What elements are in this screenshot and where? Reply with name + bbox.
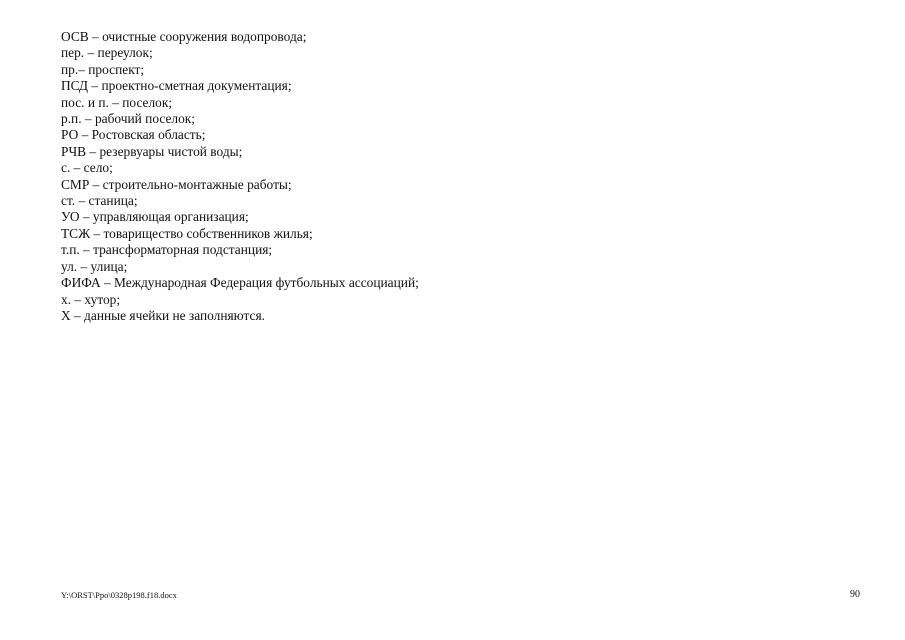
abbreviation-line: пер. – переулок; <box>61 45 153 61</box>
abbreviation-line: с. – село; <box>61 160 113 176</box>
abbreviation-line: пос. и п. – поселок; <box>61 94 173 110</box>
abbreviation-line: ПСД – проектно-сметная документация; <box>61 78 292 94</box>
footer-file-path: Y:\ORST\Ppo\0328p198.f18.docx <box>61 590 177 600</box>
abbreviation-line: т.п. – трансформаторная подстанция; <box>61 242 273 258</box>
abbreviation-line: ул. – улица; <box>61 258 128 274</box>
abbreviation-line: ОСВ – очистные сооружения водопровода; <box>61 29 307 44</box>
abbreviation-line: пр.– проспект; <box>61 61 145 77</box>
abbreviation-line: УО – управляющая организация; <box>61 209 249 225</box>
abbreviation-line: ТСЖ – товарищество собственников жилья; <box>61 225 313 241</box>
abbreviation-line: РЧВ – резервуары чистой воды; <box>61 143 243 159</box>
abbreviation-line: СМР – строительно-монтажные работы; <box>61 176 292 192</box>
abbreviation-list <box>61 29 419 324</box>
abbreviation-line: РО – Ростовская область; <box>61 127 206 143</box>
abbreviation-line: ст. – станица; <box>61 193 138 209</box>
abbreviation-line: х. – хутор; <box>61 291 121 307</box>
abbreviation-line: ФИФА – Международная Федерация футбольных ассоциаций; <box>61 275 419 291</box>
abbreviation-line: р.п. – рабочий поселок; <box>61 111 196 127</box>
abbreviation-line: Х – данные ячейки не заполняются. <box>61 307 265 323</box>
page-number: 90 <box>850 589 860 600</box>
